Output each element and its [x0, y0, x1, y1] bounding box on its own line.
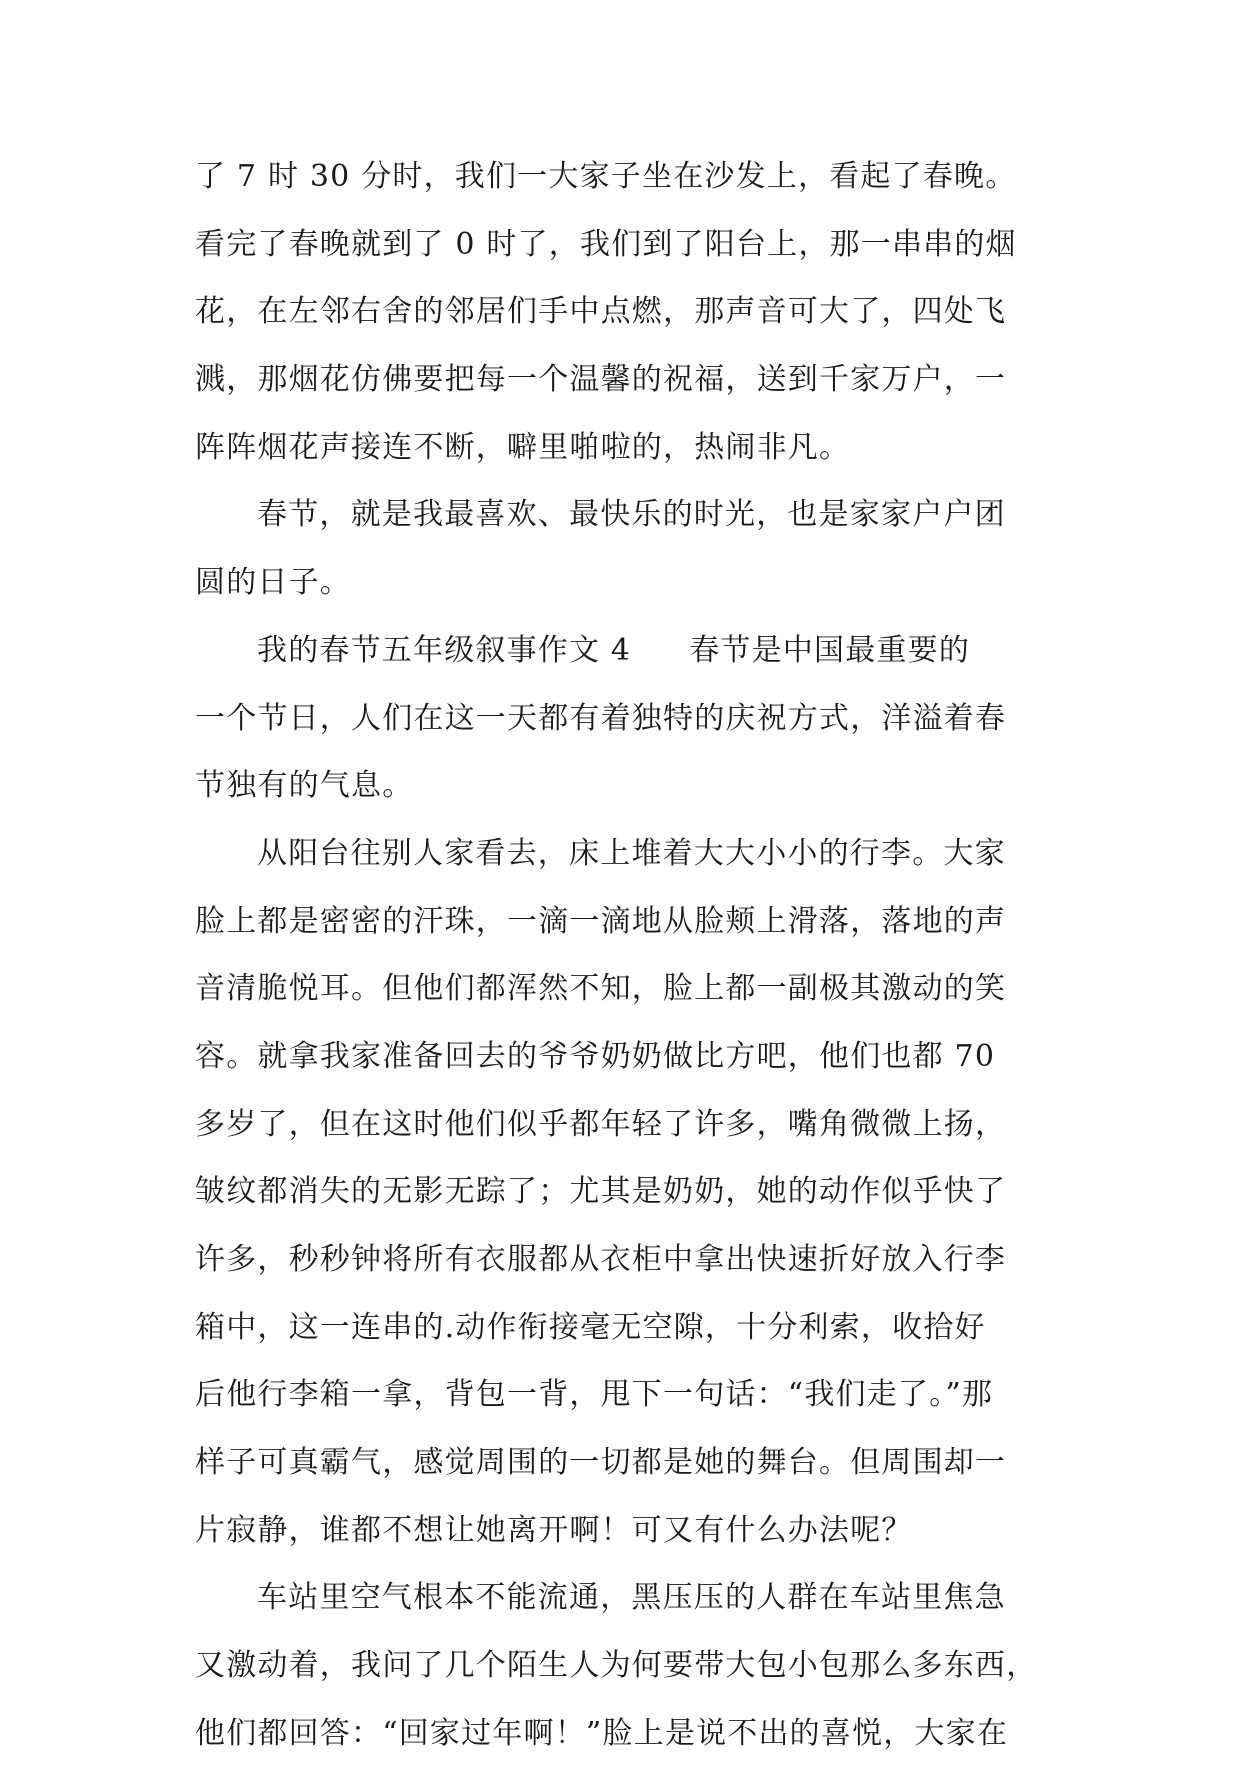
text-line: 阵阵烟花声接连不断，噼里啪啦的，热闹非凡。 [195, 429, 851, 465]
paragraph-start-line: 车站里空气根本不能流通，黑压压的人群在车站里焦急 [257, 1580, 1006, 1616]
text-line: 片寂静，谁都不想让她离开啊！可又有什么办法呢？ [195, 1512, 913, 1548]
essay-first-sentence: 春节是中国最重要的 [689, 632, 971, 668]
text-line: 看完了春晚就到了 0 时了，我们到了阳台上，那一串串的烟 [195, 226, 1017, 262]
text-line: 一个节日，人们在这一天都有着独特的庆祝方式，洋溢着春 [195, 700, 1007, 736]
text-line: 箱中，这一连串的.动作衔接毫无空隙，十分利索，收拾好 [195, 1309, 986, 1345]
text-line: 音清脆悦耳。但他们都浑然不知，脸上都一副极其激动的笑 [195, 971, 1007, 1007]
text-line: 后他行李箱一拿，背包一背，甩下一句话：“我们走了。”那 [195, 1377, 994, 1413]
text-line: 溅，那烟花仿佛要把每一个温馨的祝福，送到千家万户，一 [195, 362, 1007, 398]
paragraph-start-line: 春节，就是我最喜欢、最快乐的时光，也是家家户户团 [257, 497, 1006, 533]
body-text [195, 158, 1055, 1783]
text-line: 多岁了，但在这时他们似乎都年轻了许多，嘴角微微上扬， [195, 1106, 1007, 1142]
text-line: 样子可真霸气，感觉周围的一切都是她的舞台。但周围却一 [195, 1445, 1007, 1481]
text-line: 许多，秒秒钟将所有衣服都从衣柜中拿出快速折好放入行李 [195, 1242, 1007, 1277]
essay-heading: 我的春节五年级叙事作文 4 [257, 632, 632, 668]
text-line: 脸上都是密密的汗珠，一滴一滴地从脸颊上滑落，落地的声 [195, 903, 1007, 939]
text-line: 节独有的气息。 [195, 768, 414, 804]
text-line: 容。就拿我家准备回去的爷爷奶奶做比方吧，他们也都 70 [195, 1038, 996, 1074]
text-line: 他们都回答：“回家过年啊！”脸上是说不出的喜悦，大家在 [195, 1715, 1009, 1751]
paragraph-start-line: 从阳台往别人家看去，床上堆着大大小小的行李。大家 [257, 835, 1006, 871]
text-line: 又激动着，我问了几个陌生人为何要带大包小包那么多东西， [195, 1648, 1038, 1684]
text-line: 花，在左邻右舍的邻居们手中点燃，那声音可大了，四处飞 [195, 294, 1007, 330]
text-line: 了 7 时 30 分时，我们一大家子坐在沙发上，看起了春晚。 [195, 159, 1017, 194]
text-line: 皱纹都消失的无影无踪了；尤其是奶奶，她的动作似乎快了 [195, 1174, 1007, 1210]
essay-heading-line [195, 632, 1055, 700]
text-line: 圆的日子。 [195, 565, 351, 601]
